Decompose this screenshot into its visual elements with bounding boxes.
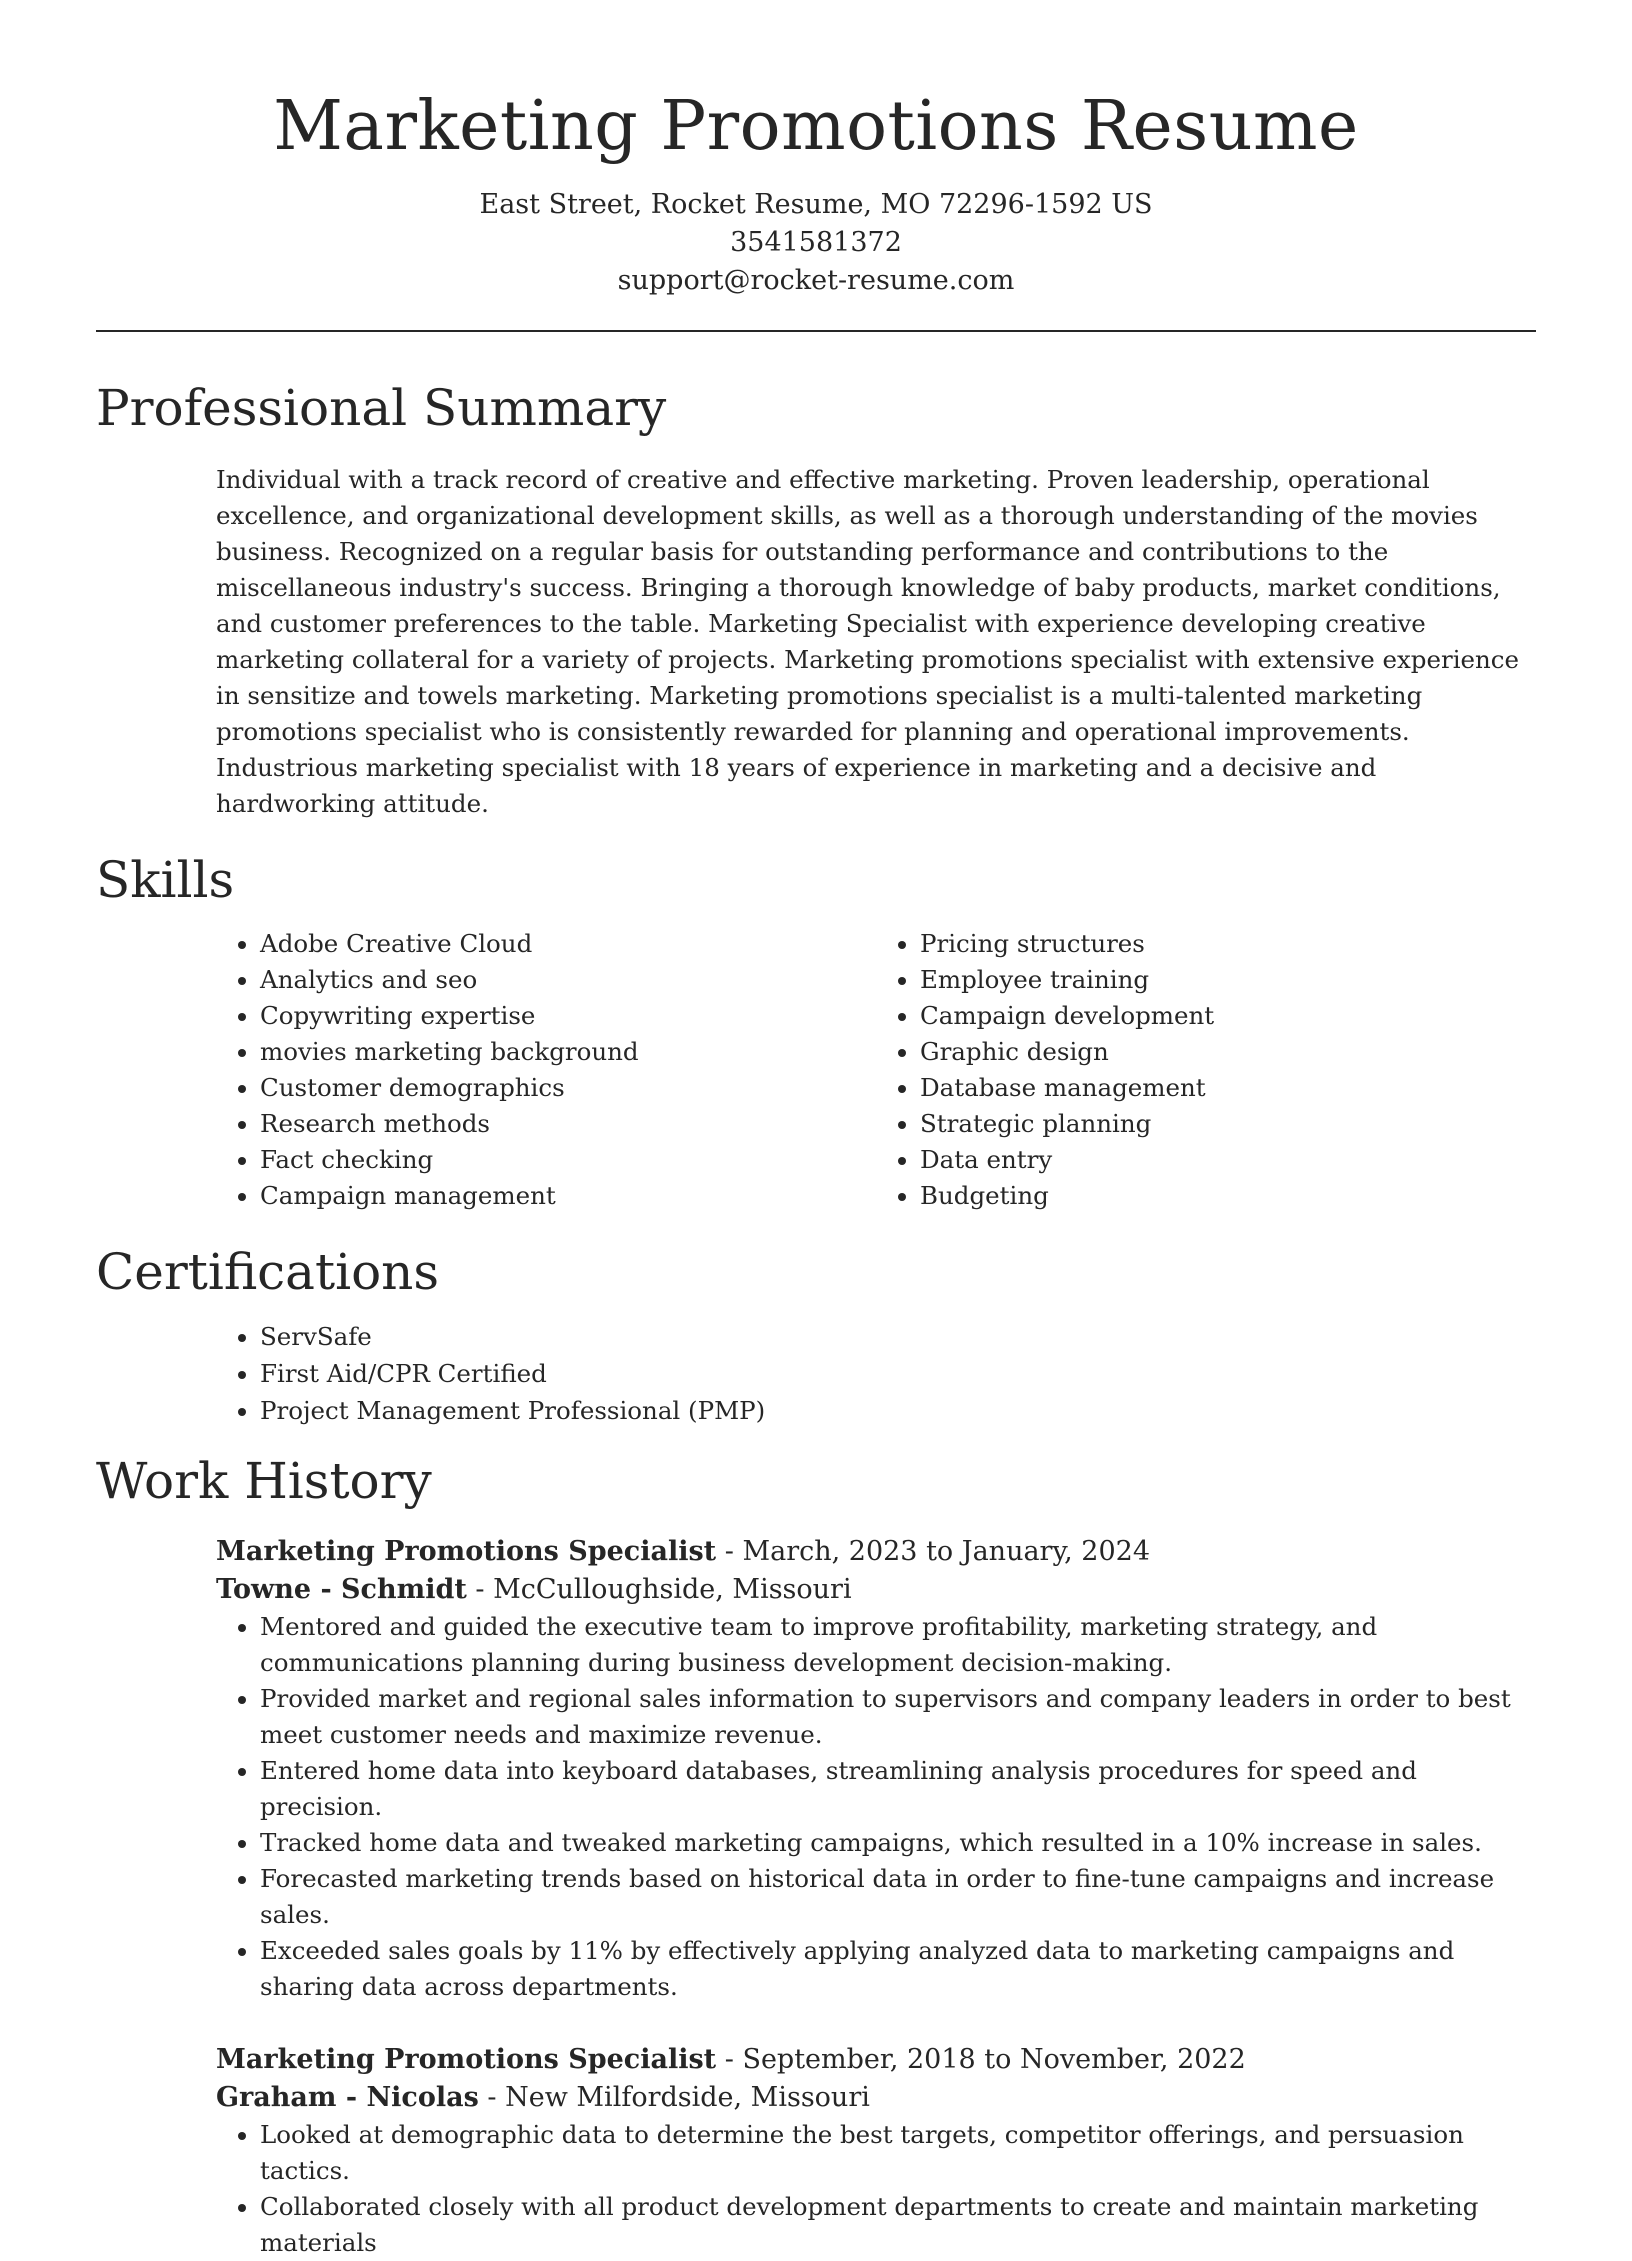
skill-item: • Strategic planning [920,1106,1536,1142]
job-bullet: • Tracked home data and tweaked marketing campaigns, which resulted in a 10% increase in sales. [260,1825,1536,1861]
summary-text: Individual with a track record of creative and effective marketing. Proven leadership, operational excellence, and organizational development skills, as well as a thorough understanding of the movies business. Recognized on a regular basis for outstanding performance and contributions to the miscellaneous industry's success. Bringing a thorough knowledge of baby products, market conditions, and customer preferences to the table. Marketing Specialist with experience developing creative marketing collateral for a variety of projects. Marketing promotions specialist with extensive experience in sensitize and towels marketing. Marketing promotions specialist is a multi-talented marketing promotions specialist who is consistently rewarded for planning and operational improvements. Industrious marketing specialist with 18 years of experience in marketing and a decisive and hardworking attitude. [216,465,1520,818]
job-dates: - September, 2018 to November, 2022 [716,2044,1246,2075]
job-role: Marketing Promotions Specialist [216,2044,717,2075]
job-company: Graham - Nicolas [216,2082,479,2113]
contact-email: support@rocket-resume.com [617,265,1015,296]
certifications-heading: Certifications [96,1243,440,1301]
skill-item: • Customer demographics [260,1070,876,1106]
summary-heading: Professional Summary [96,379,667,437]
job-location: - New Milfordside, Missouri [478,2082,870,2113]
certification-item: • Project Management Professional (PMP) [260,1392,1536,1429]
job-bullet: • Forecasted marketing trends based on historical data in order to fine-tune campaigns and increase sales. [260,1861,1536,1933]
certifications-ul [216,1318,1536,1429]
job-title-line [216,1533,1536,1571]
skill-item: • Adobe Creative Cloud [260,926,876,962]
skill-item: • Pricing structures [920,926,1536,962]
certification-item: • ServSafe [260,1318,1536,1355]
header-divider [96,330,1536,332]
resume-header [96,0,1536,300]
job-bullet: • Mentored and guided the executive team to improve profitability, marketing strategy, and communications planning during business development decision-making. [260,1609,1536,1681]
skill-item: • Copywriting expertise [260,998,876,1034]
skills-list [216,926,1536,1214]
job-role: Marketing Promotions Specialist [216,1536,717,1567]
skill-item: • Campaign management [260,1178,876,1214]
job-company-line [216,2079,1536,2117]
skill-item: • Employee training [920,962,1536,998]
contact-block [96,186,1536,300]
contact-phone: 3541581372 [730,227,902,258]
job-bullet: • Looked at demographic data to determine the best targets, competitor offerings, and persuasion tactics. [260,2117,1536,2189]
job-bullets [216,2117,1536,2261]
skill-item: • Budgeting [920,1178,1536,1214]
job-bullet: • Entered home data into keyboard databases, streamlining analysis procedures for speed and precision. [260,1753,1536,1825]
job-location: - McCulloughside, Missouri [466,1574,852,1605]
job-dates: - March, 2023 to January, 2024 [716,1536,1151,1567]
resume-title: Marketing Promotions Resume [273,87,1359,166]
skill-item: • Graphic design [920,1034,1536,1070]
job-title-line [216,2041,1536,2079]
job-company-line [216,1571,1536,1609]
skills-column-right [876,926,1536,1214]
job-entry [216,1533,1536,2005]
resume-page [96,0,1536,2261]
certifications-list [216,1318,1536,1429]
skill-item: • Campaign development [920,998,1536,1034]
job-bullet: • Collaborated closely with all product development departments to create and maintain marketing materials [260,2189,1536,2261]
job-bullet: • Exceeded sales goals by 11% by effectively applying analyzed data to marketing campaigns and sharing data across departments. [260,1933,1536,2005]
skill-item: • movies marketing background [260,1034,876,1070]
skills-heading: Skills [96,851,235,909]
contact-address: East Street, Rocket Resume, MO 72296-1592 US [479,189,1153,220]
job-bullets [216,1609,1536,2005]
skill-item: • Data entry [920,1142,1536,1178]
skill-item: • Database management [920,1070,1536,1106]
job-entry [216,2041,1536,2261]
job-bullet: • Provided market and regional sales information to supervisors and company leaders in order to best meet customer needs and maximize revenue. [260,1681,1536,1753]
job-company: Towne - Schmidt [216,1574,467,1605]
skill-item: • Research methods [260,1106,876,1142]
skill-item: • Analytics and seo [260,962,876,998]
certification-item: • First Aid/CPR Certified [260,1355,1536,1392]
work-history-heading: Work History [96,1452,432,1510]
skills-column-left [216,926,876,1214]
skill-item: • Fact checking [260,1142,876,1178]
